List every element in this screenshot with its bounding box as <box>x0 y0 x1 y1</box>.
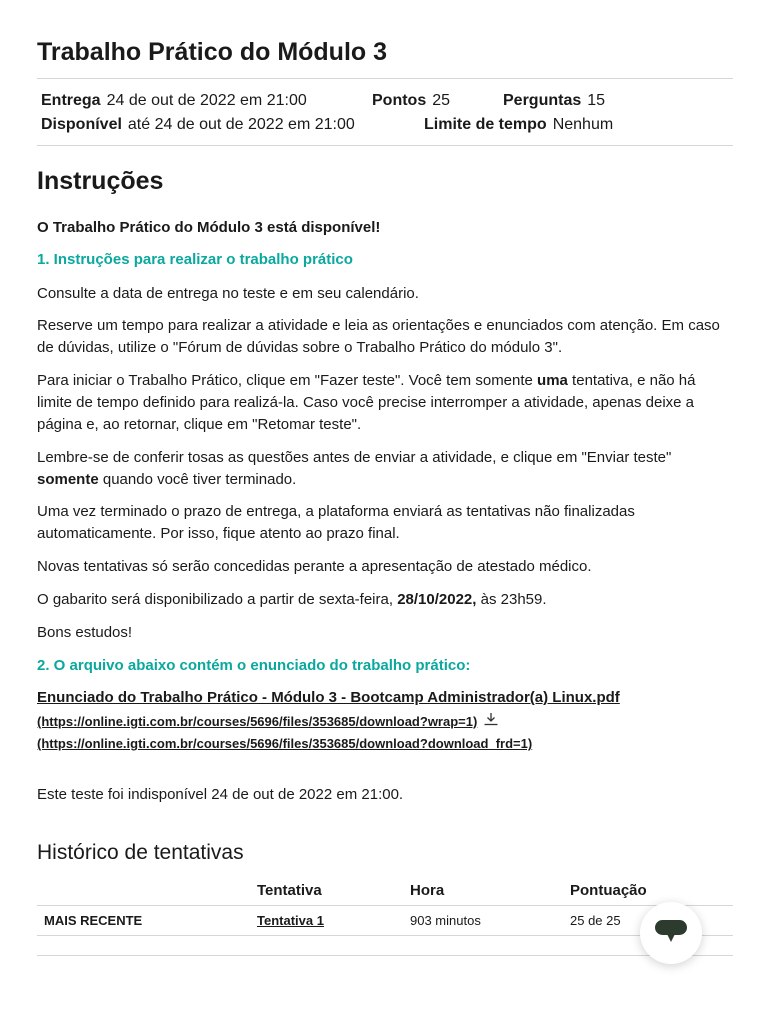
paragraph-4-a: Lembre-se de conferir tosas as questões antes de enviar a atividade, e clique em "Enviar teste" <box>37 449 672 466</box>
page-title: Trabalho Prático do Módulo 3 <box>37 38 388 66</box>
file-download-link[interactable]: (https://online.igti.com.br/courses/5696/files/353685/download?download_frd=1) <box>37 736 533 751</box>
meta-disponivel-value: até 24 de out de 2022 em 21:00 <box>127 116 355 133</box>
file-link[interactable]: Enunciado do Trabalho Prático - Módulo 3 - Bootcamp Administrador(a) Linux.pdf <box>37 689 620 706</box>
section1-heading: 1. Instruções para realizar o trabalho prático <box>37 251 353 268</box>
meta-perguntas-label: Perguntas <box>503 92 582 109</box>
paragraph-2: Reserve um tempo para realizar a atividade e leia as orientações e enunciados com atenção. Em caso de dúvidas, utilize o "Fórum de dúvidas sobre o Trabalho Prático do módulo 3". <box>37 317 720 356</box>
history-col-pontuacao: Pontuação <box>570 882 647 899</box>
paragraph-7-b: 28/10/2022, <box>397 591 477 608</box>
meta-disponivel-label: Disponível <box>41 116 122 133</box>
meta-perguntas-value: 15 <box>587 92 606 109</box>
attempt-link[interactable]: Tentativa 1 <box>257 913 324 928</box>
paragraph-3-a: Para iniciar o Trabalho Prático, clique em "Fazer teste". Você tem somente <box>37 372 538 389</box>
history-row-pontuacao: 25 de 25 <box>570 913 621 928</box>
meta-disponivel <box>41 116 355 134</box>
unavailable-notice: Este teste foi indisponível 24 de out de 2022 em 21:00. <box>37 786 404 803</box>
history-heading: Histórico de tentativas <box>37 841 244 864</box>
paragraph-7-a: O gabarito será disponibilizado a partir de sexta-feira, <box>37 591 398 608</box>
paragraph-8: Bons estudos! <box>37 624 133 641</box>
meta-entrega <box>41 92 307 110</box>
meta-limite-label: Limite de tempo <box>424 116 547 133</box>
paragraph-3-b: uma <box>537 372 568 389</box>
history-row-label: MAIS RECENTE <box>44 913 143 928</box>
file-preview-link[interactable]: (https://online.igti.com.br/courses/5696/files/353685/download?wrap=1) <box>37 714 478 729</box>
divider <box>37 905 733 906</box>
meta-entrega-label: Entrega <box>41 92 101 109</box>
divider <box>37 955 733 956</box>
chat-icon <box>654 917 688 950</box>
download-icon[interactable] <box>483 711 499 733</box>
paragraph-1: Consulte a data de entrega no teste e em seu calendário. <box>37 285 419 302</box>
meta-pontos-label: Pontos <box>372 92 427 109</box>
paragraph-4-b: somente <box>37 471 99 488</box>
history-col-tentativa: Tentativa <box>257 882 322 899</box>
paragraph-5: Uma vez terminado o prazo de entrega, a plataforma enviará as tentativas não finalizadas automaticamente. Por isso, fique atento ao prazo final. <box>37 503 635 542</box>
chat-button[interactable] <box>640 902 702 964</box>
history-row-hora: 903 minutos <box>410 913 481 928</box>
meta-perguntas <box>503 92 605 110</box>
paragraph-7 <box>37 589 733 611</box>
paragraph-4 <box>37 447 733 491</box>
paragraph-7-c: às 23h59. <box>476 591 547 608</box>
divider <box>37 935 733 936</box>
meta-entrega-value: 24 de out de 2022 em 21:00 <box>106 92 307 109</box>
history-col-hora: Hora <box>410 882 445 899</box>
meta-pontos <box>372 92 450 110</box>
intro-text: O Trabalho Prático do Módulo 3 está disponível! <box>37 219 381 236</box>
instructions-heading: Instruções <box>37 167 164 195</box>
url-row-2 <box>37 733 733 755</box>
meta-limite-value: Nenhum <box>552 116 614 133</box>
divider <box>37 78 733 79</box>
meta-limite <box>424 116 613 134</box>
divider <box>37 145 733 146</box>
meta-pontos-value: 25 <box>432 92 451 109</box>
paragraph-4-c: quando você tiver terminado. <box>98 471 297 488</box>
paragraph-3-c: tentativa, e não há limite de tempo definido para realizá-la. Caso você precise interromper a atividade, apenas deixe a página e, ao retornar, clique em "Retomar teste". <box>37 372 696 433</box>
paragraph-6: Novas tentativas só serão concedidas perante a apresentação de atestado médico. <box>37 558 592 575</box>
section2-heading: 2. O arquivo abaixo contém o enunciado do trabalho prático: <box>37 657 471 674</box>
url-row-1 <box>37 711 733 733</box>
file-link-row <box>37 687 733 709</box>
paragraph-3 <box>37 370 733 436</box>
